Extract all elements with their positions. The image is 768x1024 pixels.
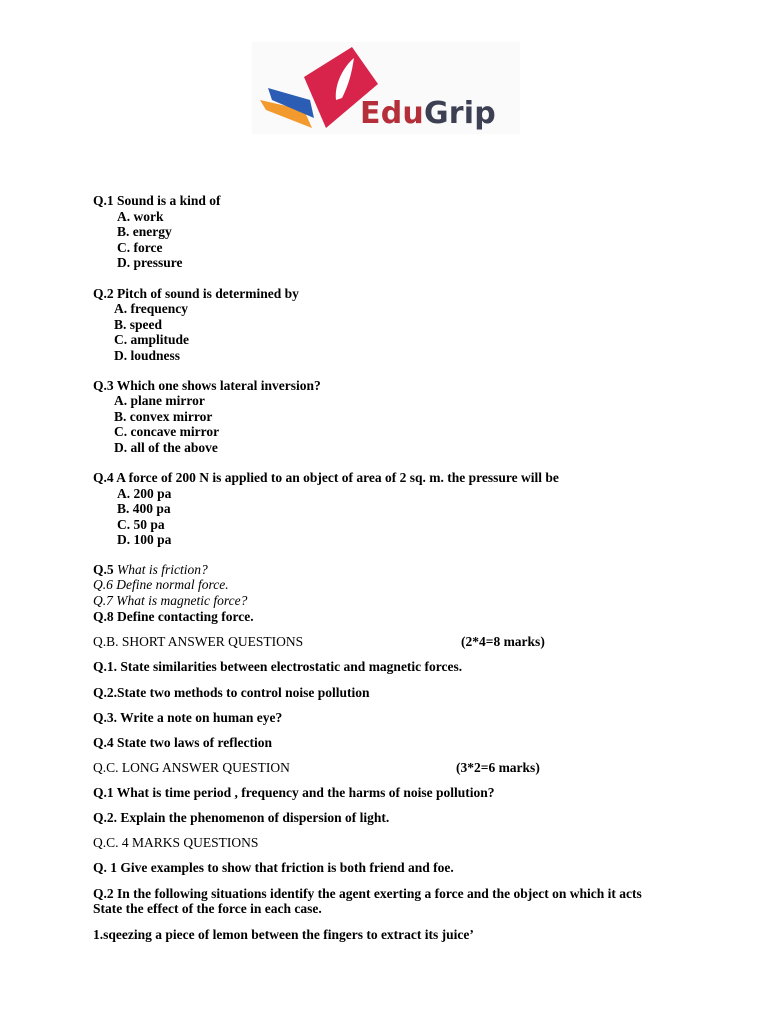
short-question: Q.3. Write a note on human eye? — [93, 710, 283, 725]
short-question: Q.1. State similarities between electrostatic and magnetic forces. — [93, 659, 463, 674]
question-6: Q.6 Define normal force. — [93, 577, 229, 592]
option: B. convex mirror — [114, 409, 213, 424]
four-mark-question-1: Q. 1 Give examples to show that friction is both friend and foe. — [93, 860, 454, 875]
option: B. energy — [117, 224, 172, 239]
short-question: Q.2.State two methods to control noise pollution — [93, 685, 370, 700]
logo-grip: Grip — [423, 96, 496, 131]
logo-edu: Edu — [360, 96, 424, 131]
section-b-title: Q.B. SHORT ANSWER QUESTIONS — [93, 634, 304, 649]
question-1: Q.1 Sound is a kind of — [93, 193, 221, 208]
question-7: Q.7 What is magnetic force? — [93, 593, 248, 608]
logo-wordmark — [360, 96, 496, 131]
section-c4-title: Q.C. 4 MARKS QUESTIONS — [93, 835, 259, 850]
option: A. work — [117, 209, 164, 224]
four-mark-question-2: Q.2 In the following situations identify the agent exerting a force and the object on which it acts — [93, 886, 642, 901]
question-3: Q.3 Which one shows lateral inversion? — [93, 378, 321, 393]
option: B. speed — [114, 317, 163, 332]
section-b-marks: (2*4=8 marks) — [461, 634, 545, 649]
question-5 — [93, 562, 208, 578]
section-c-title: Q.C. LONG ANSWER QUESTION — [93, 760, 290, 775]
long-question: Q.2. Explain the phenomenon of dispersion of light. — [93, 810, 390, 825]
long-question: Q.1 What is time period , frequency and the harms of noise pollution? — [93, 785, 495, 800]
four-mark-question-2-cont: State the effect of the force in each case. — [93, 901, 322, 916]
question-8: Q.8 Define contacting force. — [93, 609, 254, 624]
question-5-text: What is friction? — [113, 562, 208, 577]
option: B. 400 pa — [117, 501, 171, 516]
section-c-marks: (3*2=6 marks) — [456, 760, 540, 775]
short-question: Q.4 State two laws of reflection — [93, 735, 272, 750]
question-2: Q.2 Pitch of sound is determined by — [93, 286, 299, 301]
option: C. amplitude — [114, 332, 190, 347]
situation-item: 1.sqeezing a piece of lemon between the fingers to extract its juice’ — [93, 927, 474, 942]
option: D. 100 pa — [117, 532, 172, 547]
option: D. all of the above — [114, 440, 218, 455]
question-4: Q.4 A force of 200 N is applied to an object of area of 2 sq. m. the pressure will be — [93, 470, 559, 485]
option: C. force — [117, 240, 163, 255]
option: C. concave mirror — [114, 424, 220, 439]
option: D. pressure — [117, 255, 183, 270]
option: A. 200 pa — [117, 486, 172, 501]
option: A. frequency — [114, 301, 188, 316]
option: A. plane mirror — [114, 393, 205, 408]
question-5-number: Q.5 — [93, 562, 114, 577]
option: C. 50 pa — [117, 517, 165, 532]
option: D. loudness — [114, 348, 181, 363]
